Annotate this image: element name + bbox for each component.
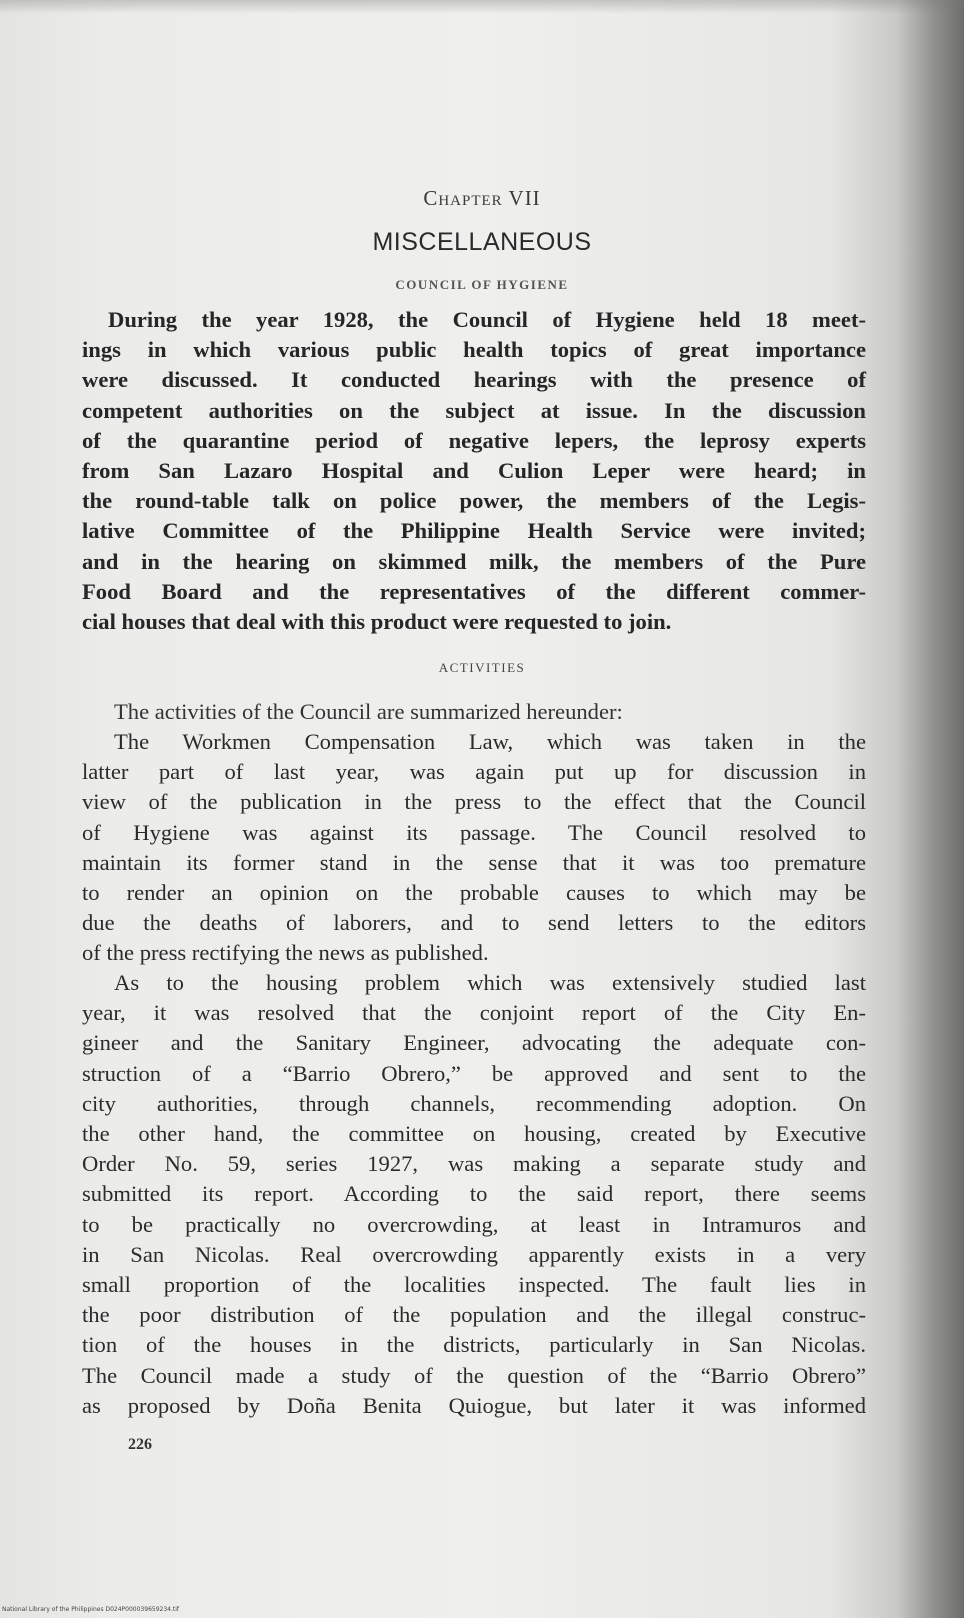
text-line: The activities of the Council are summarized hereunder: (114, 699, 623, 724)
text-line: in San Nicolas. Real overcrowding apparently exists in a very (82, 1241, 866, 1267)
paragraph-workmen-compensation (82, 727, 866, 969)
text-line: of the quarantine period of negative lepers, the leprosy experts (82, 427, 866, 453)
text-line: ings in which various public health topics of great importance (82, 337, 866, 363)
text-line: city authorities, through channels, recommending adoption. On (82, 1090, 866, 1116)
text-line: as proposed by Doña Benita Quiogue, but later it was informed (82, 1392, 866, 1418)
text-line: The Council made a study of the question of the “Barrio Obrero” (82, 1362, 866, 1388)
text-line: The Workmen Compensation Law, which was taken in the (114, 729, 866, 754)
chapter-label: Chapter VII (423, 186, 541, 210)
text-line: During the year 1928, the Council of Hygiene held 18 meet- (108, 307, 866, 332)
text-line: year, it was resolved that the conjoint report of the City En- (82, 1000, 866, 1026)
text-line: tion of the houses in the districts, particularly in San Nicolas. (82, 1332, 866, 1358)
text-line: gineer and the Sanitary Engineer, advocating the adequate con- (82, 1030, 866, 1056)
page-number: 226 (128, 1436, 152, 1453)
text-line: small proportion of the localities inspected. The fault lies in (82, 1272, 866, 1298)
page-top-shadow (0, 0, 964, 14)
text-line: Food Board and the representatives of the different commer- (82, 578, 866, 604)
text-line: the round-table talk on police power, the members of the Legis- (82, 488, 866, 514)
text-line: to be practically no overcrowding, at least in Intramuros and (82, 1211, 866, 1237)
text-line: struction of a “Barrio Obrero,” be approved and sent to the (82, 1060, 866, 1086)
text-line: of Hygiene was against its passage. The Council resolved to (82, 819, 866, 845)
text-line: lative Committee of the Philippine Health Service were invited; (82, 518, 866, 544)
text-line: As to the housing problem which was extensively studied last (114, 970, 866, 995)
text-line: were discussed. It conducted hearings with the presence of (82, 367, 866, 393)
text-line: latter part of last year, was again put up for discussion in (82, 759, 866, 785)
text-line: of the press rectifying the news as published. (82, 940, 489, 966)
section-heading: COUNCIL OF HYGIENE (395, 277, 569, 292)
text-line: Order No. 59, series 1927, was making a separate study and (82, 1151, 866, 1177)
text-line: view of the publication in the press to the effect that the Council (82, 789, 866, 815)
text-line: and in the hearing on skimmed milk, the members of the Pure (82, 548, 866, 574)
chapter-title: MISCELLANEOUS (372, 228, 592, 256)
text-line: to render an opinion on the probable causes to which may be (82, 880, 866, 906)
text-line: submitted its report. According to the said report, there seems (82, 1181, 866, 1207)
text-line: due the deaths of laborers, and to send letters to the editors (82, 910, 866, 936)
paragraph-housing-problem (82, 968, 866, 1421)
scan-credit: National Library of the Philippines D024P000039659234.tif (2, 1606, 180, 1613)
text-line: competent authorities on the subject at issue. In the discussion (82, 397, 866, 423)
activities-subheading: ACTIVITIES (438, 660, 526, 675)
text-line: the poor distribution of the population and the illegal construc- (82, 1302, 866, 1328)
text-line: cial houses that deal with this product were requested to join. (82, 609, 672, 635)
text-line: from San Lazaro Hospital and Culion Leper were heard; in (82, 458, 866, 484)
text-line: the other hand, the committee on housing, created by Executive (82, 1121, 866, 1147)
paragraph-council-meetings (82, 305, 866, 637)
text-line: maintain its former stand in the sense that it was too premature (82, 849, 866, 875)
paragraph-activities-intro (82, 697, 866, 727)
